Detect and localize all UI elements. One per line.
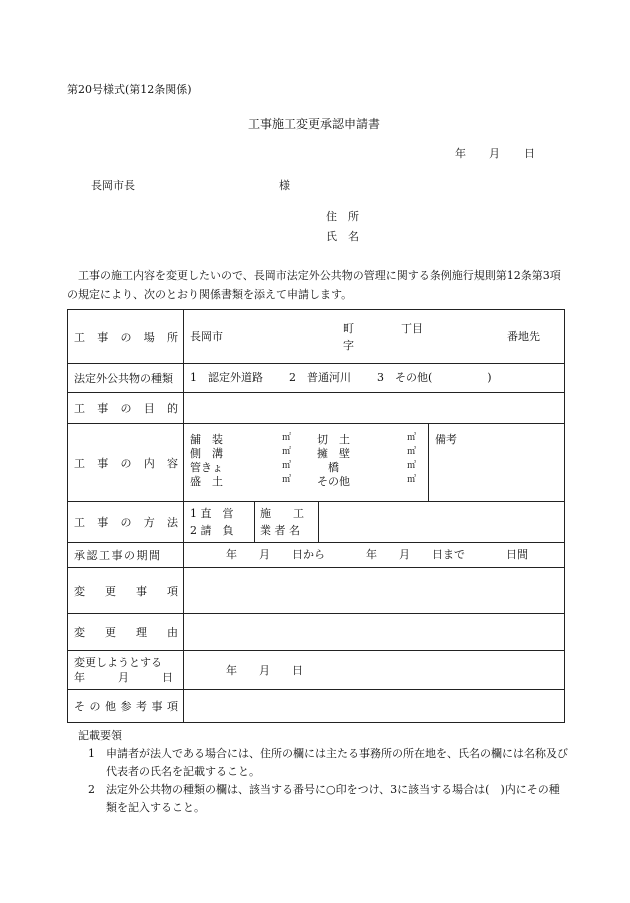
method-cell[interactable]: [184, 502, 565, 543]
location-city: 長岡市: [190, 330, 223, 343]
notes-heading: 記載要領: [78, 729, 122, 742]
content-item-other: その他: [317, 475, 350, 488]
content-item-retaining-wall: 擁 壁: [317, 447, 350, 460]
location-chome: 丁目: [401, 322, 423, 335]
notes-item-2: 2 法定外公共物の種類の欄は、該当する番号に○印をつけ、3に該当する場合は( )内にその種類を記入すること。: [88, 783, 560, 814]
notes-section: [78, 727, 568, 817]
content-unit-2: ㎡: [282, 447, 292, 457]
period-label: [68, 543, 184, 568]
location-aza: 字: [343, 339, 354, 352]
remarks-label: 備考: [435, 433, 457, 446]
content-unit-7: ㎥: [407, 461, 417, 471]
notes-item-1: 1 申請者が法人である場合には、住所の欄には主たる事務所の所在地を、氏名の欄には名称及び代表者の氏名を記載すること。: [88, 747, 568, 778]
change-reason-label-text: 変 更 理 由: [74, 626, 178, 639]
purpose-label-text: 工 事 の 目 的: [74, 402, 178, 415]
content-item-bridge: 橋: [328, 461, 339, 474]
contractor-label-2: 業 者 名: [260, 524, 300, 537]
location-banchi: 番地先: [507, 330, 540, 343]
contractor-label-1: 施 工: [260, 507, 304, 520]
type-label: [68, 364, 184, 393]
intro-text: 工事の施工内容を変更したいので、長岡市法定外公共物の管理に関する条例施行規則第12条第3項の規定により、次のとおり関係書類を添えて申請します。: [67, 269, 561, 301]
method-label-text: 工 事 の 方 法: [74, 516, 178, 529]
content-unit-8: ㎥: [407, 475, 417, 485]
content-item-fill: 盛 土: [190, 475, 223, 488]
content-unit-1: ㎡: [282, 433, 292, 443]
application-table: [67, 309, 565, 723]
period-cell[interactable]: [184, 543, 565, 568]
location-label-text: 工 事 の 場 所: [74, 330, 178, 344]
content-label-text: 工 事 の 内 容: [74, 456, 178, 470]
content-item-culvert: 管きょ: [190, 461, 223, 474]
form-number: 第20号様式(第12条関係): [67, 83, 192, 96]
method-contract[interactable]: 2 請 負: [190, 524, 234, 537]
period-days: 日間: [506, 548, 528, 561]
other-cell[interactable]: [184, 690, 565, 723]
method-label: [68, 502, 184, 543]
content-label: [68, 424, 184, 502]
location-cho: 町: [343, 322, 354, 335]
content-item-gutter: 側 溝: [190, 447, 223, 460]
content-unit-5: ㎥: [407, 433, 417, 443]
content-unit-4: ㎥: [282, 475, 292, 485]
type-label-text: 法定外公共物の種類: [74, 372, 173, 385]
other-label-text: そ の 他 参 考 事 項: [74, 700, 178, 713]
location-label: [68, 310, 184, 364]
applicant-name-label[interactable]: 氏 名: [326, 230, 359, 243]
period-end: 年 月 日まで: [366, 548, 465, 561]
content-item-cut: 切 土: [317, 433, 350, 446]
type-option-1[interactable]: 1 認定外道路: [190, 371, 263, 384]
method-divider-1: [254, 502, 255, 542]
change-date-value: 年 月 日: [226, 664, 303, 677]
addressee-name: 長岡市長: [91, 179, 135, 192]
content-cell[interactable]: [184, 424, 565, 502]
content-item-paving: 舗 装: [190, 433, 223, 446]
purpose-cell[interactable]: [184, 393, 565, 424]
content-unit-3: ㎥: [282, 461, 292, 471]
change-reason-label: [68, 614, 184, 651]
date-year[interactable]: 年: [455, 147, 466, 160]
purpose-label: [68, 393, 184, 424]
date-month[interactable]: 月: [489, 147, 500, 160]
other-label: [68, 690, 184, 723]
content-unit-6: ㎥: [407, 447, 417, 457]
addressee-honorific: 様: [279, 179, 290, 192]
change-date-label-2: 年 月 日: [74, 671, 173, 684]
change-items-label-text: 変 更 事 項: [74, 584, 178, 598]
type-option-3[interactable]: 3 その他( ): [377, 371, 492, 384]
change-items-cell[interactable]: [184, 568, 565, 614]
applicant-address-label[interactable]: 住 所: [326, 210, 359, 223]
change-date-cell[interactable]: [184, 651, 565, 690]
type-option-2[interactable]: 2 普通河川: [289, 371, 351, 384]
form-title: 工事施工変更承認申請書: [248, 117, 381, 131]
method-divider-2: [318, 502, 319, 542]
type-cell[interactable]: [184, 364, 565, 393]
period-label-text: 承認工事の期間: [74, 549, 162, 562]
date-day[interactable]: 日: [524, 147, 535, 160]
method-direct[interactable]: 1 直 営: [190, 507, 234, 520]
remarks-divider: [428, 424, 429, 501]
location-cell[interactable]: [184, 310, 565, 364]
change-date-label: [68, 651, 184, 690]
change-items-label: [68, 568, 184, 614]
period-start: 年 月 日から: [226, 548, 325, 561]
change-date-label-1: 変更しようとする: [74, 656, 162, 669]
change-reason-cell[interactable]: [184, 614, 565, 651]
